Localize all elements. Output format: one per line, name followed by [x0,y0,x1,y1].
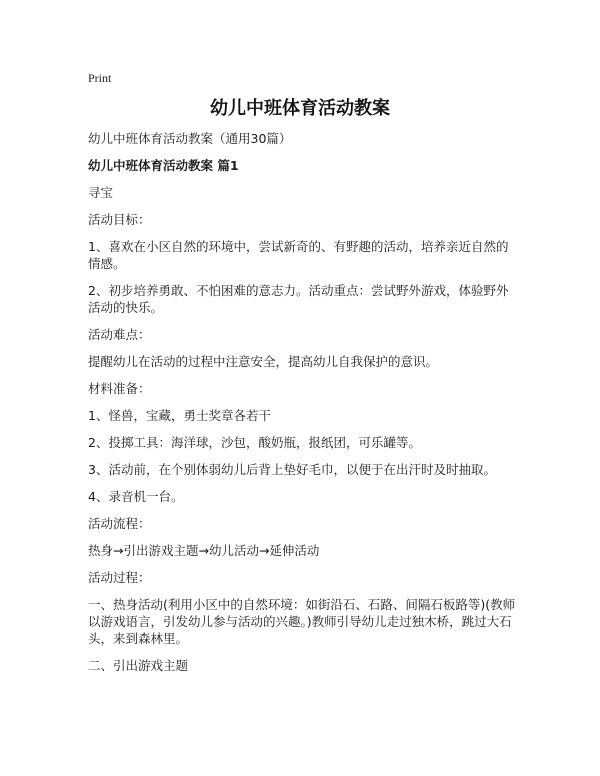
process-step: 二、引出游戏主题 [88,658,189,673]
difficulty-text: 提醒幼儿在活动的过程中注意安全，提高幼儿自我保护的意识。 [88,354,439,369]
material-item: 2、投掷工具：海洋球，沙包，酸奶瓶，报纸团，可乐罐等。 [88,435,421,450]
material-item: 1、怪兽，宝藏，勇士奖章各若干 [88,408,271,423]
process-heading: 活动过程： [88,570,151,585]
material-item: 4、录音机一台。 [88,489,184,504]
difficulty-heading: 活动难点： [88,327,151,342]
process-step: 一、热身活动(利用小区中的自然环境：如街沿石、石路、间隔石板路等)(教师以游戏语言，引发幼儿参与活动的兴趣。)教师引导幼儿走过独木桥，跳过大石头，来到森林里。 [88,597,516,646]
goal-item: 1、喜欢在小区自然的环境中，尝试新奇的、有野趣的活动，培养亲近自然的情感。 [88,239,509,271]
document-title: 幼儿中班体育活动教案 [210,98,390,119]
goals-heading: 活动目标： [88,212,151,227]
materials-heading: 材料准备： [88,381,151,396]
subtitle-paragraph: 幼儿中班体育活动教案（通用30篇） [88,131,292,146]
goal-item: 2、初步培养勇敢、不怕困难的意志力。活动重点：尝试野外游戏，体验野外活动的快乐。 [88,283,509,315]
flow-heading: 活动流程： [88,516,151,531]
print-link[interactable]: Print [88,71,112,85]
activity-name: 寻宝 [88,185,114,200]
document-body [88,130,518,684]
flow-text: 热身→引出游戏主题→幼儿活动→延伸活动 [88,543,320,558]
material-item: 3、活动前，在个别体弱幼儿后背上垫好毛巾，以便于在出汗时及时抽取。 [88,462,496,477]
section-heading: 幼儿中班体育活动教案 篇1 [88,158,239,173]
